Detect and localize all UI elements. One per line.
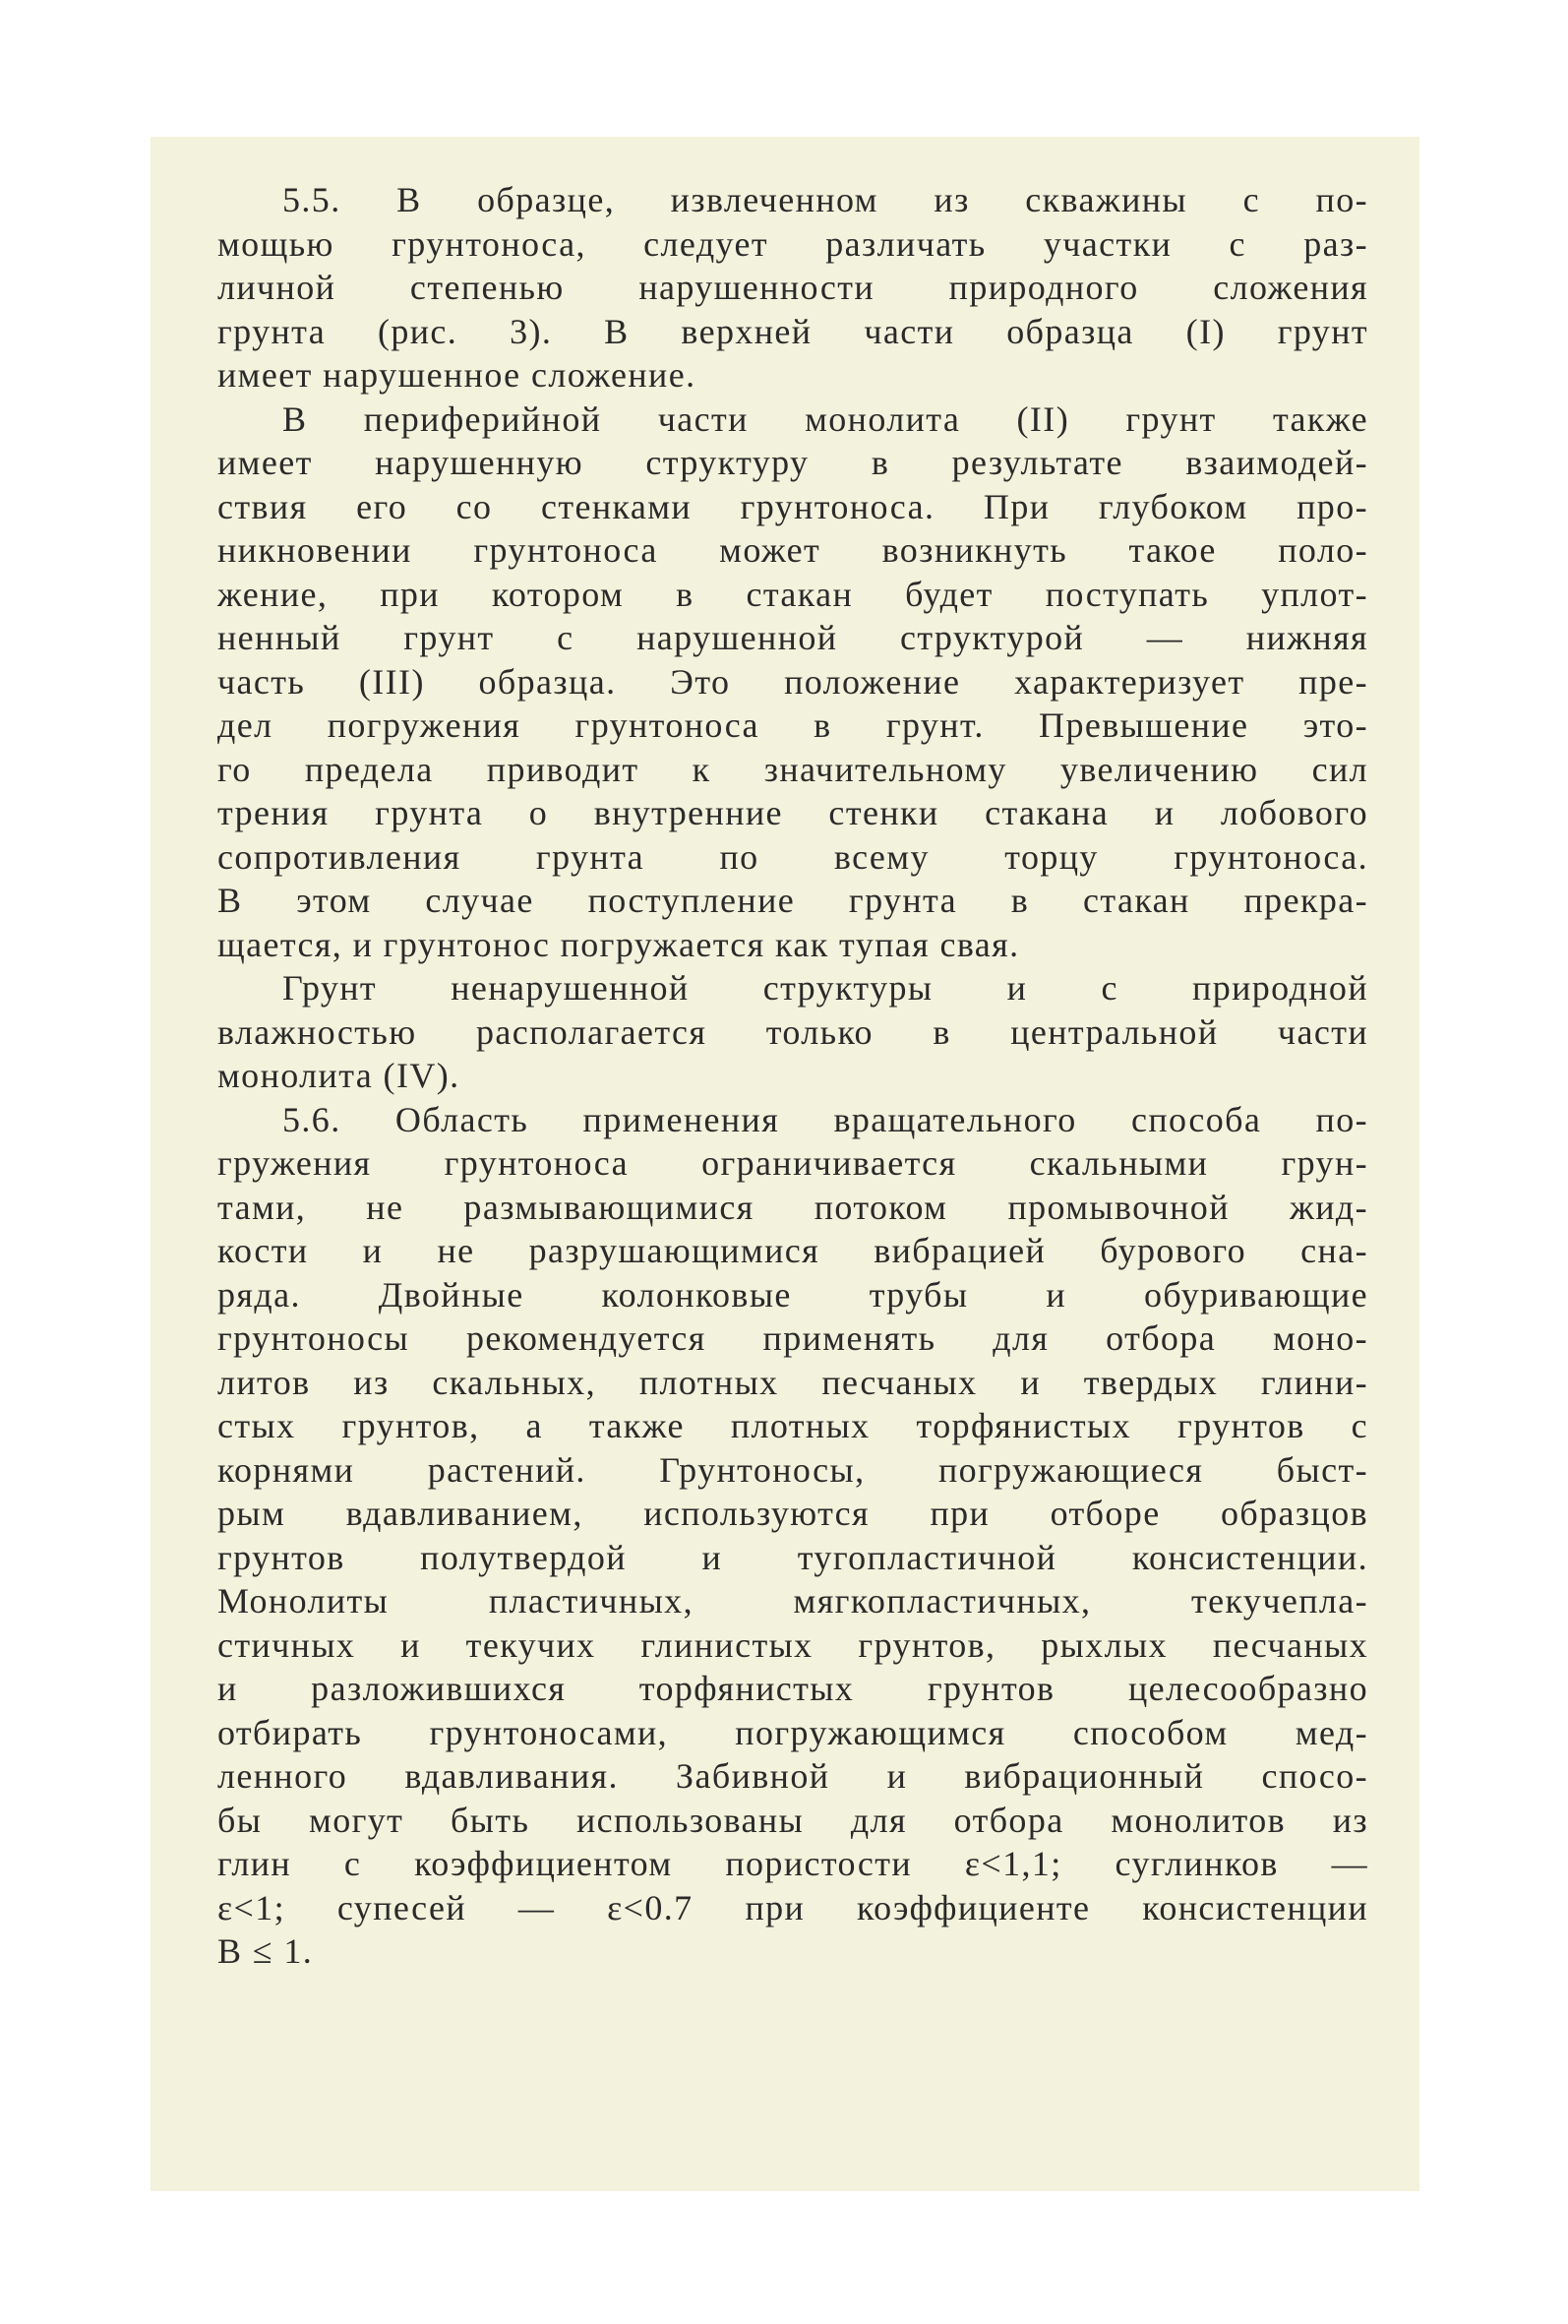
text-line: В периферийной части монолита (II) грунт также <box>282 398 1368 439</box>
text-line: дел погружения грунтоноса в грунт. Превышение это- <box>217 705 1368 745</box>
scanned-page <box>151 137 1419 2191</box>
text-line: имеет нарушенное сложение. <box>217 355 696 395</box>
text-line: рым вдавливанием, используются при отборе образцов <box>217 1494 1368 1533</box>
text-line: Грунт ненарушенной структуры и с природной <box>282 968 1368 1008</box>
text-line: кости и не разрушающимися вибрацией бурового сна- <box>217 1231 1368 1270</box>
text-line: 5.6. Область применения вращательного способа по- <box>282 1099 1368 1139</box>
text-line: имеет нарушенную структуру в результате взаимодей- <box>217 443 1368 482</box>
text-line: личной степенью нарушенности природного сложения <box>217 268 1368 307</box>
text-line: никновении грунтоноса может возникнуть такое поло- <box>217 530 1368 570</box>
text-line: трения грунта о внутренние стенки стакана и лобового <box>217 793 1368 832</box>
text-line: ряда. Двойные колонковые трубы и обуривающие <box>217 1274 1368 1315</box>
text-line: стичных и текучих глинистых грунтов, рыхлых песчаных <box>217 1624 1368 1665</box>
text-line: глин с коэффициентом пористости ε<1,1; суглинков — <box>217 1844 1368 1883</box>
text-line: B ≤ 1. <box>217 1931 314 1971</box>
paragraph-5-6 <box>217 1098 1368 1974</box>
text-line: В этом случае поступление грунта в стакан прекра- <box>217 881 1368 920</box>
text-line: влажностью располагается только в центральной части <box>217 1011 1368 1052</box>
text-line: сопротивления грунта по всему торцу грунтоноса. <box>217 836 1368 877</box>
text-line: грунтоносы рекомендуется применять для отбора моно- <box>217 1318 1368 1358</box>
text-line: монолита (IV). <box>217 1056 460 1095</box>
paragraph-periphery <box>217 398 1368 967</box>
text-line: грунта (рис. 3). В верхней части образца (I) грунт <box>217 311 1368 351</box>
text-line: тами, не размывающимися потоком промывочной жид- <box>217 1187 1368 1227</box>
text-line: щается, и грунтонос погружается как тупая свая. <box>217 924 1020 964</box>
text-line: бы могут быть использованы для отбора монолитов из <box>217 1800 1368 1840</box>
text-line: ствия его со стенками грунтоноса. При глубоком про- <box>217 486 1368 526</box>
paragraph-5-5 <box>217 178 1368 398</box>
text-line: ненный грунт с нарушенной структурой — нижняя <box>217 618 1368 657</box>
text-line: гружения грунтоноса ограничивается скальными грун- <box>217 1143 1368 1183</box>
text-line: и разложившихся торфянистых грунтов целесообразно <box>217 1669 1368 1708</box>
text-line: го предела приводит к значительному увеличению сил <box>217 749 1368 789</box>
text-line: мощью грунтоноса, следует различать участки с раз- <box>217 223 1368 264</box>
text-line: Монолиты пластичных, мягкопластичных, текучепла- <box>217 1581 1368 1621</box>
text-line: ε<1; супесей — ε<0.7 при коэффициенте консистенции <box>217 1887 1368 1927</box>
paragraph-undisturbed <box>217 966 1368 1098</box>
text-line: ленного вдавливания. Забивной и вибрационный спосо- <box>217 1756 1368 1796</box>
page-text <box>217 178 1368 1974</box>
text-line: стых грунтов, а также плотных торфянистых грунтов с <box>217 1406 1368 1445</box>
text-line: отбирать грунтоносами, погружающимся способом мед- <box>217 1712 1368 1752</box>
text-line: часть (III) образца. Это положение характеризует пре- <box>217 661 1368 702</box>
text-line: 5.5. В образце, извлеченном из скважины с по- <box>282 180 1368 219</box>
text-line: жение, при котором в стакан будет поступать уплот- <box>217 574 1368 614</box>
text-line: грунтов полутвердой и тугопластичной консистенции. <box>217 1537 1368 1577</box>
text-line: литов из скальных, плотных песчаных и твердых глини- <box>217 1362 1368 1402</box>
text-line: корнями растений. Грунтоносы, погружающиеся быст- <box>217 1449 1368 1490</box>
